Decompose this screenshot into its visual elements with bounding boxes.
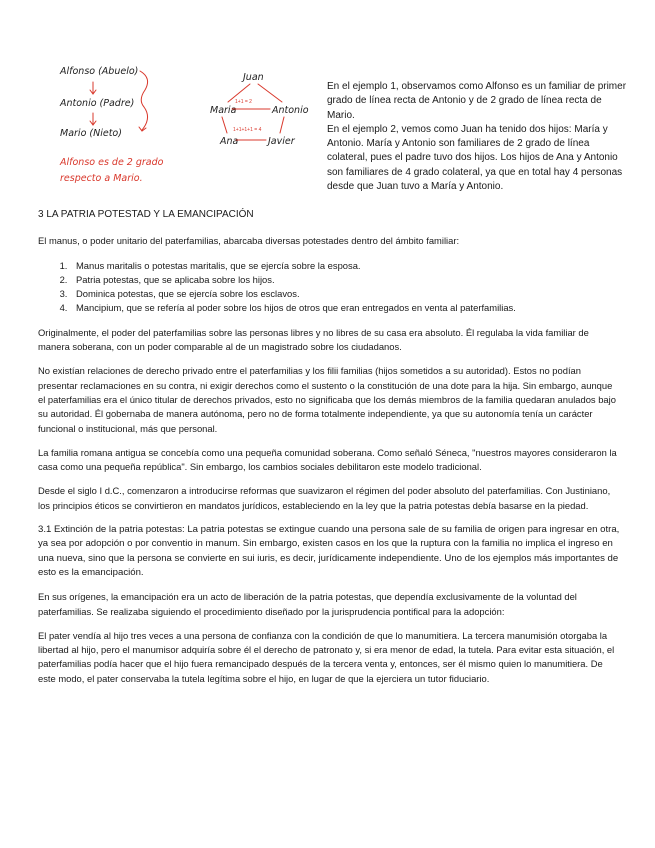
list-item: 2. Patria potestas, que se aplicaba sobre los hijos.: [70, 273, 620, 287]
intro-text: En el ejemplo 1, observamos como Alfonso es un familiar de primer grado de línea recta de Antonio y de 2 grado de línea recta de Mario. En el ejemplo 2, vemos como Juan ha tenido dos hijos: María y Antonio. María y Antonio son familiares de 2 grado de línea colateral, pues el padre tuvo dos hijos. Los hijos de Ana y Antonio son familiares de 4 grado colateral, ya que en total hay 4 personas desde que Juan tuvo a María y Antonio.: [327, 81, 627, 193]
paragraph-private-law: No existían relaciones de derecho privado entre el paterfamilias y los filii familias (hijos sometidos a su autoridad). Estos no podían presentar reclamaciones en su contra, ni exigir derechos como el sustento o la constitución de una dote para la hija. Sin embargo, aunque el paterfamilias era el único titular de derechos privados, esto no significaba que los demás miembros de la familia quedaran anulados bajo su autoridad. Él gobernaba de manera autónoma, pero no de forma totalmente independiente, ya que su autonomía tenía un carácter funcional o institucional, más que personal.: [38, 365, 616, 434]
list-item: 1. Manus maritalis o potestas maritalis, que se ejercía sobre la esposa.: [70, 259, 620, 273]
line-maria-ana: [222, 117, 227, 133]
diagram1-padre: Antonio (Padre): [60, 98, 135, 109]
paragraph-pater-sale: El pater vendía al hijo tres veces a una persona de confianza con la condición de que lo manumitiera. La tercera manumisión otorgaba la libertad al hijo, pero el manumisor adquiría sobre él el derecho de patronato y, si era menor de edad, la tutela. Para evitar esta situación, el paterfamilias podía hacer que el hijo fuera remancipado después de la tercera venta y, entonces, ser él mismo quien lo manumitiera. De este modo, el pater conservaba la tutela legítima sobre el hijo, en lugar de que la ejerciera un tutor fiduciario.: [38, 629, 615, 684]
paragraph-original-power: Originalmente, el poder del paterfamilias sobre las personas libres y no libres de su casa era absoluto. Él regulaba la vida familiar de manera soberana, con un poder comparable al de un magistrado sobre los ciudadanos.: [38, 326, 589, 353]
diagram2-antonio: Antonio: [272, 105, 309, 116]
list-item: 4. Mancipium, que se refería al poder sobre los hijos de otros que eran entregados en venta al paterfamilias.: [70, 301, 620, 315]
paragraph-emancipation-origins: En sus orígenes, la emancipación era un acto de liberación de la patria potestas, que dependía exclusivamente de la voluntad del paterfamilias. Se realizaba siguiendo el procedimiento diseñado por la jurisprudencia pontifical para la adopción:: [38, 591, 577, 617]
paragraph-roman-family: La familia romana antigua se concebía como una pequeña comunidad soberana. Como señaló Séneca, "nuestros mayores consideraron la casa como una pequeña república". Sin embargo, los cambios sociales debilitaron este modelo tradicional.: [38, 446, 617, 473]
line-antonio-javier: [280, 117, 284, 133]
line-juan-maria: [228, 84, 250, 102]
diagram1-nieto: Mario (Nieto): [60, 128, 122, 139]
arrow-down-icon: [90, 82, 96, 94]
diagram2-javier: Javier: [268, 136, 295, 147]
arrow-down-icon: [90, 113, 96, 125]
diagram1-abuelo: Alfonso (Abuelo): [60, 66, 139, 77]
diagram2-degree-cousins: 1+1+1+1 = 4: [233, 127, 262, 133]
paragraph-reforms: Desde el siglo I d.C., comenzaron a introducirse reformas que suavizaron el régimen del poder absoluto del paterfamilias. Con Justiniano, los principios éticos se convirtieron en mandatos jurídicos, estableciendo en la ley que la patria potestas debía basarse en la piedad.: [38, 485, 611, 511]
diagram1-annotation-line2: respecto a Mario.: [60, 173, 143, 184]
paragraph-extinction: 3.1 Extinción de la patria potestas: La patria potestas se extingue cuando una persona sale de su familia de origen para ingresar en otra, ya sea por adopción o por conventio in manum. Sin embargo, existen casos en los que la ruptura con la familia no implica el ingreso en una nueva, sino que la persona se convierte en sui iuris, es decir, jurídicamente independiente. Uno de los ejemplos más importantes de esto es la emancipación.: [38, 524, 620, 578]
diagram2-ana: Ana: [220, 136, 239, 147]
diagram2-maria: Maria: [210, 105, 237, 116]
list-item: 3. Dominica potestas, que se ejercía sobre los esclavos.: [70, 287, 620, 301]
manus-intro: El manus, o poder unitario del paterfamilias, abarcaba diversas potestades dentro del ámbito familiar:: [38, 235, 460, 247]
section-heading: 3 LA PATRIA POTESTAD Y LA EMANCIPACIÓN: [38, 209, 254, 220]
diagram1-annotation-line1: Alfonso es de 2 grado: [60, 157, 164, 168]
document-body: [38, 208, 620, 696]
diagram2-degree-siblings: 1+1 = 2: [235, 99, 252, 105]
powers-list: [38, 259, 620, 316]
bracket-curve: [140, 71, 148, 130]
line-juan-antonio: [258, 84, 282, 102]
diagram2-juan: Juan: [243, 72, 264, 83]
